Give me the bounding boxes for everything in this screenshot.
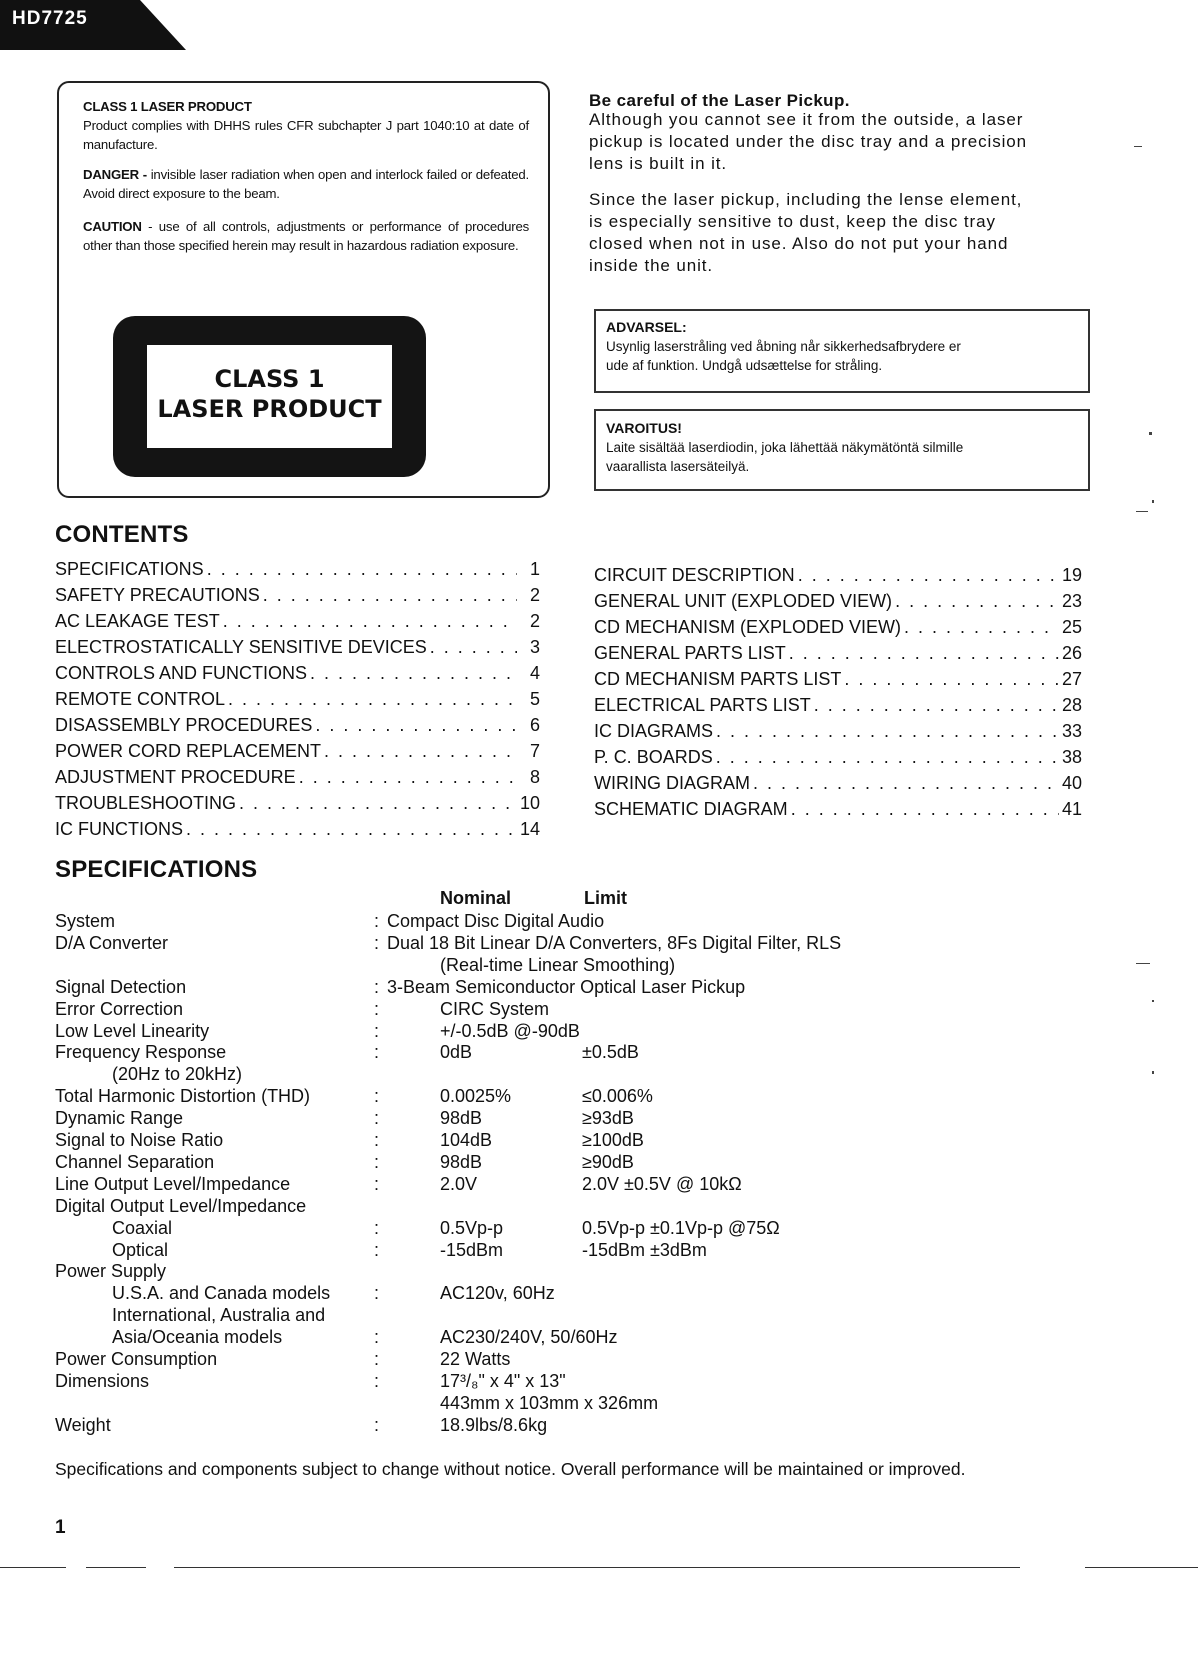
scan-mark: [1136, 511, 1148, 512]
spec-label: Low Level Linearity: [55, 1021, 210, 1041]
page-number: 1: [55, 1517, 66, 1538]
toc-page: 6: [529, 715, 540, 735]
toc-leader: [753, 773, 1059, 794]
spec-separator: :: [374, 1108, 380, 1128]
spec-separator: :: [374, 933, 380, 953]
toc-entry[interactable]: [594, 799, 1082, 825]
caution-text: - use of all controls, adjustments or performance of procedures other than those specified herein may result in hazardous radiation exposure.: [83, 219, 529, 253]
spec-nominal-value: 443mm x 103mm x 326mm: [440, 1393, 659, 1413]
label-line-1: CLASS 1: [214, 365, 325, 393]
laser-class-text: Product complies with DHHS rules CFR subchapter J part 1040:10 at date of manufacture.: [83, 118, 529, 152]
spec-label: Digital Output Level/Impedance: [55, 1196, 307, 1216]
warning-box-finnish: [594, 409, 1090, 491]
spec-separator: :: [374, 1283, 380, 1303]
spec-label: Dimensions: [55, 1371, 150, 1391]
toc-title: AC LEAKAGE TEST: [55, 611, 220, 631]
spec-nominal-value: 98dB: [440, 1108, 483, 1128]
laser-notice-box: [57, 81, 550, 498]
spec-separator: :: [374, 1042, 380, 1062]
text-line: pickup is located under the disc tray and a precision: [589, 132, 1027, 151]
spec-limit-value: ≥100dB: [582, 1130, 644, 1150]
toc-page: 27: [1061, 669, 1082, 689]
toc-title: CONTROLS AND FUNCTIONS: [55, 663, 308, 683]
laser-pickup-para-2: [589, 189, 1084, 277]
scan-mark: [1134, 146, 1142, 147]
scan-rule: [0, 1567, 66, 1568]
spec-label: Line Output Level/Impedance: [55, 1174, 291, 1194]
spec-separator: :: [374, 1174, 380, 1194]
toc-page: 8: [529, 767, 540, 787]
scan-mark: [1136, 963, 1150, 964]
toc-entry[interactable]: [55, 741, 540, 767]
spec-limit-value: ≥93dB: [582, 1108, 634, 1128]
text-line: is especially sensitive to dust, keep the disc tray: [589, 212, 996, 231]
toc-entry[interactable]: [594, 617, 1082, 643]
specifications-heading: SPECIFICATIONS: [55, 856, 258, 883]
toc-page: 10: [519, 793, 540, 813]
toc-entry[interactable]: [55, 819, 540, 845]
spec-separator: :: [374, 1415, 380, 1435]
toc-title: P. C. BOARDS: [594, 747, 713, 767]
spec-label: Total Harmonic Distortion (THD): [55, 1086, 311, 1106]
spec-limit-value: ≥90dB: [582, 1152, 634, 1172]
spec-nominal-value: CIRC System: [440, 999, 550, 1019]
label-line-2: LASER PRODUCT: [157, 395, 382, 423]
warning-title: ADVARSEL:: [606, 319, 687, 335]
toc-leader: [315, 715, 517, 736]
toc-leader: [310, 663, 517, 684]
spec-label: Signal Detection: [55, 977, 187, 997]
toc-page: 25: [1061, 617, 1082, 637]
spec-nominal-value: 2.0V: [440, 1174, 478, 1194]
scan-mark: [1152, 500, 1154, 503]
spec-value: 3-Beam Semiconductor Optical Laser Pickup: [387, 977, 746, 997]
spec-value: Compact Disc Digital Audio: [387, 911, 605, 931]
toc-entry[interactable]: [594, 747, 1082, 773]
toc-leader: [223, 611, 517, 632]
toc-entry[interactable]: [55, 715, 540, 741]
toc-page: 2: [529, 611, 540, 631]
scan-rule: [174, 1567, 1020, 1568]
spec-label: U.S.A. and Canada models: [112, 1283, 331, 1303]
scan-mark: [1152, 1000, 1154, 1002]
toc-title: IC DIAGRAMS: [594, 721, 714, 741]
toc-title: IC FUNCTIONS: [55, 819, 183, 839]
class1-label-panel: [147, 345, 392, 448]
toc-leader: [239, 793, 517, 814]
scan-rule: [86, 1567, 146, 1568]
text-line: inside the unit.: [589, 256, 714, 275]
spec-nominal-value: 18.9lbs/8.6kg: [440, 1415, 548, 1435]
spec-separator: :: [374, 1021, 380, 1041]
toc-title: CD MECHANISM (EXPLODED VIEW): [594, 617, 902, 637]
spec-nominal-value: 17³/₈" x 4" x 13": [440, 1371, 566, 1391]
spec-limit-value: ±0.5dB: [582, 1042, 639, 1062]
scan-mark: [1152, 1071, 1154, 1074]
toc-entry[interactable]: [55, 793, 540, 819]
toc-title: CD MECHANISM PARTS LIST: [594, 669, 842, 689]
toc-leader: [263, 585, 517, 606]
toc-page: 33: [1061, 721, 1082, 741]
toc-leader: [798, 565, 1059, 586]
scan-rule: [1085, 1567, 1198, 1568]
toc-leader: [716, 721, 1059, 742]
text-line: Usynlig laserstråling ved åbning når sikkerhedsafbrydere er: [606, 339, 961, 354]
toc-page: 41: [1061, 799, 1082, 819]
text-line: Laite sisältää laserdiodin, joka lähettää näkymätöntä silmille: [606, 440, 964, 455]
toc-page: 14: [519, 819, 540, 839]
text-line: ude af funktion. Undgå udsættelse for stråling.: [606, 358, 883, 373]
spec-limit-value: 0.5Vp-p ±0.1Vp-p @75Ω: [582, 1218, 780, 1238]
spec-separator: :: [374, 977, 380, 997]
toc-title: DISASSEMBLY PROCEDURES: [55, 715, 313, 735]
toc-page: 38: [1061, 747, 1082, 767]
spec-separator: :: [374, 1130, 380, 1150]
nominal-column-header: Nominal: [440, 888, 512, 908]
toc-title: TROUBLESHOOTING: [55, 793, 237, 813]
toc-entry[interactable]: [55, 585, 540, 611]
toc-page: 7: [529, 741, 540, 761]
laser-class-notice: [83, 97, 529, 154]
toc-entry[interactable]: [594, 591, 1082, 617]
spec-nominal-value: AC230/240V, 50/60Hz: [440, 1327, 618, 1347]
toc-leader: [324, 741, 517, 762]
spec-limit-value: 2.0V ±0.5V @ 10kΩ: [582, 1174, 742, 1194]
text-line: vaarallista lasersäteilyä.: [606, 459, 750, 474]
toc-title: POWER CORD REPLACEMENT: [55, 741, 322, 761]
toc-title: CIRCUIT DESCRIPTION: [594, 565, 795, 585]
spec-label: (20Hz to 20kHz): [112, 1064, 243, 1084]
spec-label: Frequency Response: [55, 1042, 227, 1062]
spec-separator: :: [374, 1086, 380, 1106]
warning-title: VAROITUS!: [606, 420, 682, 436]
toc-page: 1: [529, 559, 540, 579]
toc-leader: [430, 637, 517, 658]
toc-page: 3: [529, 637, 540, 657]
toc-leader: [895, 591, 1059, 612]
toc-entry[interactable]: [55, 689, 540, 715]
toc-leader: [207, 559, 517, 580]
text-line: lens is built in it.: [589, 154, 727, 173]
spec-value: Dual 18 Bit Linear D/A Converters, 8Fs Digital Filter, RLS: [387, 933, 842, 953]
model-number: HD7725: [12, 8, 88, 29]
spec-label: Weight: [55, 1415, 111, 1435]
spec-nominal-value: 104dB: [440, 1130, 493, 1150]
spec-separator: :: [374, 1240, 380, 1260]
toc-entry[interactable]: [55, 663, 540, 689]
toc-entry[interactable]: [594, 565, 1082, 591]
spec-label: System: [55, 911, 116, 931]
toc-page: 4: [529, 663, 540, 683]
toc-leader: [904, 617, 1059, 638]
toc-page: 5: [529, 689, 540, 709]
toc-page: 40: [1061, 773, 1082, 793]
spec-label: D/A Converter: [55, 933, 169, 953]
text-line: Since the laser pickup, including the lense element,: [589, 190, 1023, 209]
toc-entry[interactable]: [594, 669, 1082, 695]
toc-title: GENERAL UNIT (EXPLODED VIEW): [594, 591, 893, 611]
spec-label: Optical: [112, 1240, 169, 1260]
toc-leader: [299, 767, 517, 788]
warning-text: [606, 438, 1080, 476]
toc-page: 23: [1061, 591, 1082, 611]
spec-separator: :: [374, 1152, 380, 1172]
contents-heading: CONTENTS: [55, 521, 189, 548]
spec-label: Power Supply: [55, 1261, 167, 1281]
toc-leader: [228, 689, 517, 710]
text-line: closed when not in use. Also do not put your hand: [589, 234, 1009, 253]
spec-separator: :: [374, 1218, 380, 1238]
spec-separator: :: [374, 911, 380, 931]
spec-nominal-value: AC120v, 60Hz: [440, 1283, 555, 1303]
specifications-footnote: Specifications and components subject to change without notice. Overall performance will be maintained or improved.: [55, 1459, 966, 1479]
spec-label: Signal to Noise Ratio: [55, 1130, 224, 1150]
toc-title: ADJUSTMENT PROCEDURE: [55, 767, 296, 787]
toc-title: WIRING DIAGRAM: [594, 773, 750, 793]
toc-entry[interactable]: [594, 643, 1082, 669]
spec-label: Channel Separation: [55, 1152, 215, 1172]
laser-class-heading: CLASS 1 LASER PRODUCT: [83, 99, 252, 114]
spec-limit-value: -15dBm ±3dBm: [582, 1240, 707, 1260]
spec-separator: :: [374, 1327, 380, 1347]
toc-page: 26: [1061, 643, 1082, 663]
toc-title: REMOTE CONTROL: [55, 689, 226, 709]
toc-page: 2: [529, 585, 540, 605]
danger-text: invisible laser radiation when open and interlock failed or defeated. Avoid direct exposure to the beam.: [83, 167, 529, 201]
danger-label: DANGER -: [83, 167, 147, 182]
danger-notice: [83, 165, 529, 203]
toc-entry[interactable]: [55, 637, 540, 663]
toc-title: GENERAL PARTS LIST: [594, 643, 786, 663]
toc-leader: [716, 747, 1059, 768]
spec-nominal-value: (Real-time Linear Smoothing): [440, 955, 676, 975]
spec-nominal-value: -15dBm: [440, 1240, 504, 1260]
spec-label: Error Correction: [55, 999, 184, 1019]
spec-nominal-value: 0dB: [440, 1042, 473, 1062]
warning-box-danish: [594, 309, 1090, 393]
toc-entry[interactable]: [594, 773, 1082, 799]
toc-title: ELECTROSTATICALLY SENSITIVE DEVICES: [55, 637, 427, 657]
toc-title: SAFETY PRECAUTIONS: [55, 585, 260, 605]
toc-entry[interactable]: [594, 721, 1082, 747]
toc-leader: [789, 643, 1059, 664]
toc-entry[interactable]: [55, 767, 540, 793]
toc-leader: [844, 669, 1059, 690]
toc-leader: [186, 819, 517, 840]
spec-nominal-value: 0.0025%: [440, 1086, 512, 1106]
class1-laser-label: [113, 316, 426, 477]
toc-entry[interactable]: [594, 695, 1082, 721]
spec-nominal-value: +/-0.5dB @-90dB: [440, 1021, 580, 1041]
toc-title: ELECTRICAL PARTS LIST: [594, 695, 811, 715]
spec-label: International, Australia and: [112, 1305, 326, 1325]
text-line: Although you cannot see it from the outside, a laser: [589, 110, 1024, 129]
limit-column-header: Limit: [584, 888, 627, 908]
toc-leader: [791, 799, 1059, 820]
spec-label: Dynamic Range: [55, 1108, 184, 1128]
toc-entry[interactable]: [55, 559, 540, 585]
toc-title: SPECIFICATIONS: [55, 559, 204, 579]
toc-entry[interactable]: [55, 611, 540, 637]
toc-page: 28: [1061, 695, 1082, 715]
warning-text: [606, 337, 1080, 375]
toc-title: SCHEMATIC DIAGRAM: [594, 799, 788, 819]
laser-pickup-para-1: [589, 109, 1084, 175]
spec-separator: :: [374, 1349, 380, 1369]
spec-label: Power Consumption: [55, 1349, 218, 1369]
caution-notice: [83, 217, 529, 255]
spec-label: Coaxial: [112, 1218, 173, 1238]
toc-page: 19: [1061, 565, 1082, 585]
laser-pickup-heading: Be careful of the Laser Pickup.: [589, 91, 850, 110]
scan-mark: [1149, 432, 1152, 435]
spec-nominal-value: 0.5Vp-p: [440, 1218, 504, 1238]
toc-leader: [814, 695, 1059, 716]
spec-separator: :: [374, 1371, 380, 1391]
spec-limit-value: ≤0.006%: [582, 1086, 653, 1106]
spec-separator: :: [374, 999, 380, 1019]
spec-nominal-value: 22 Watts: [440, 1349, 511, 1369]
spec-nominal-value: 98dB: [440, 1152, 483, 1172]
caution-label: CAUTION: [83, 219, 142, 234]
spec-label: Asia/Oceania models: [112, 1327, 283, 1347]
